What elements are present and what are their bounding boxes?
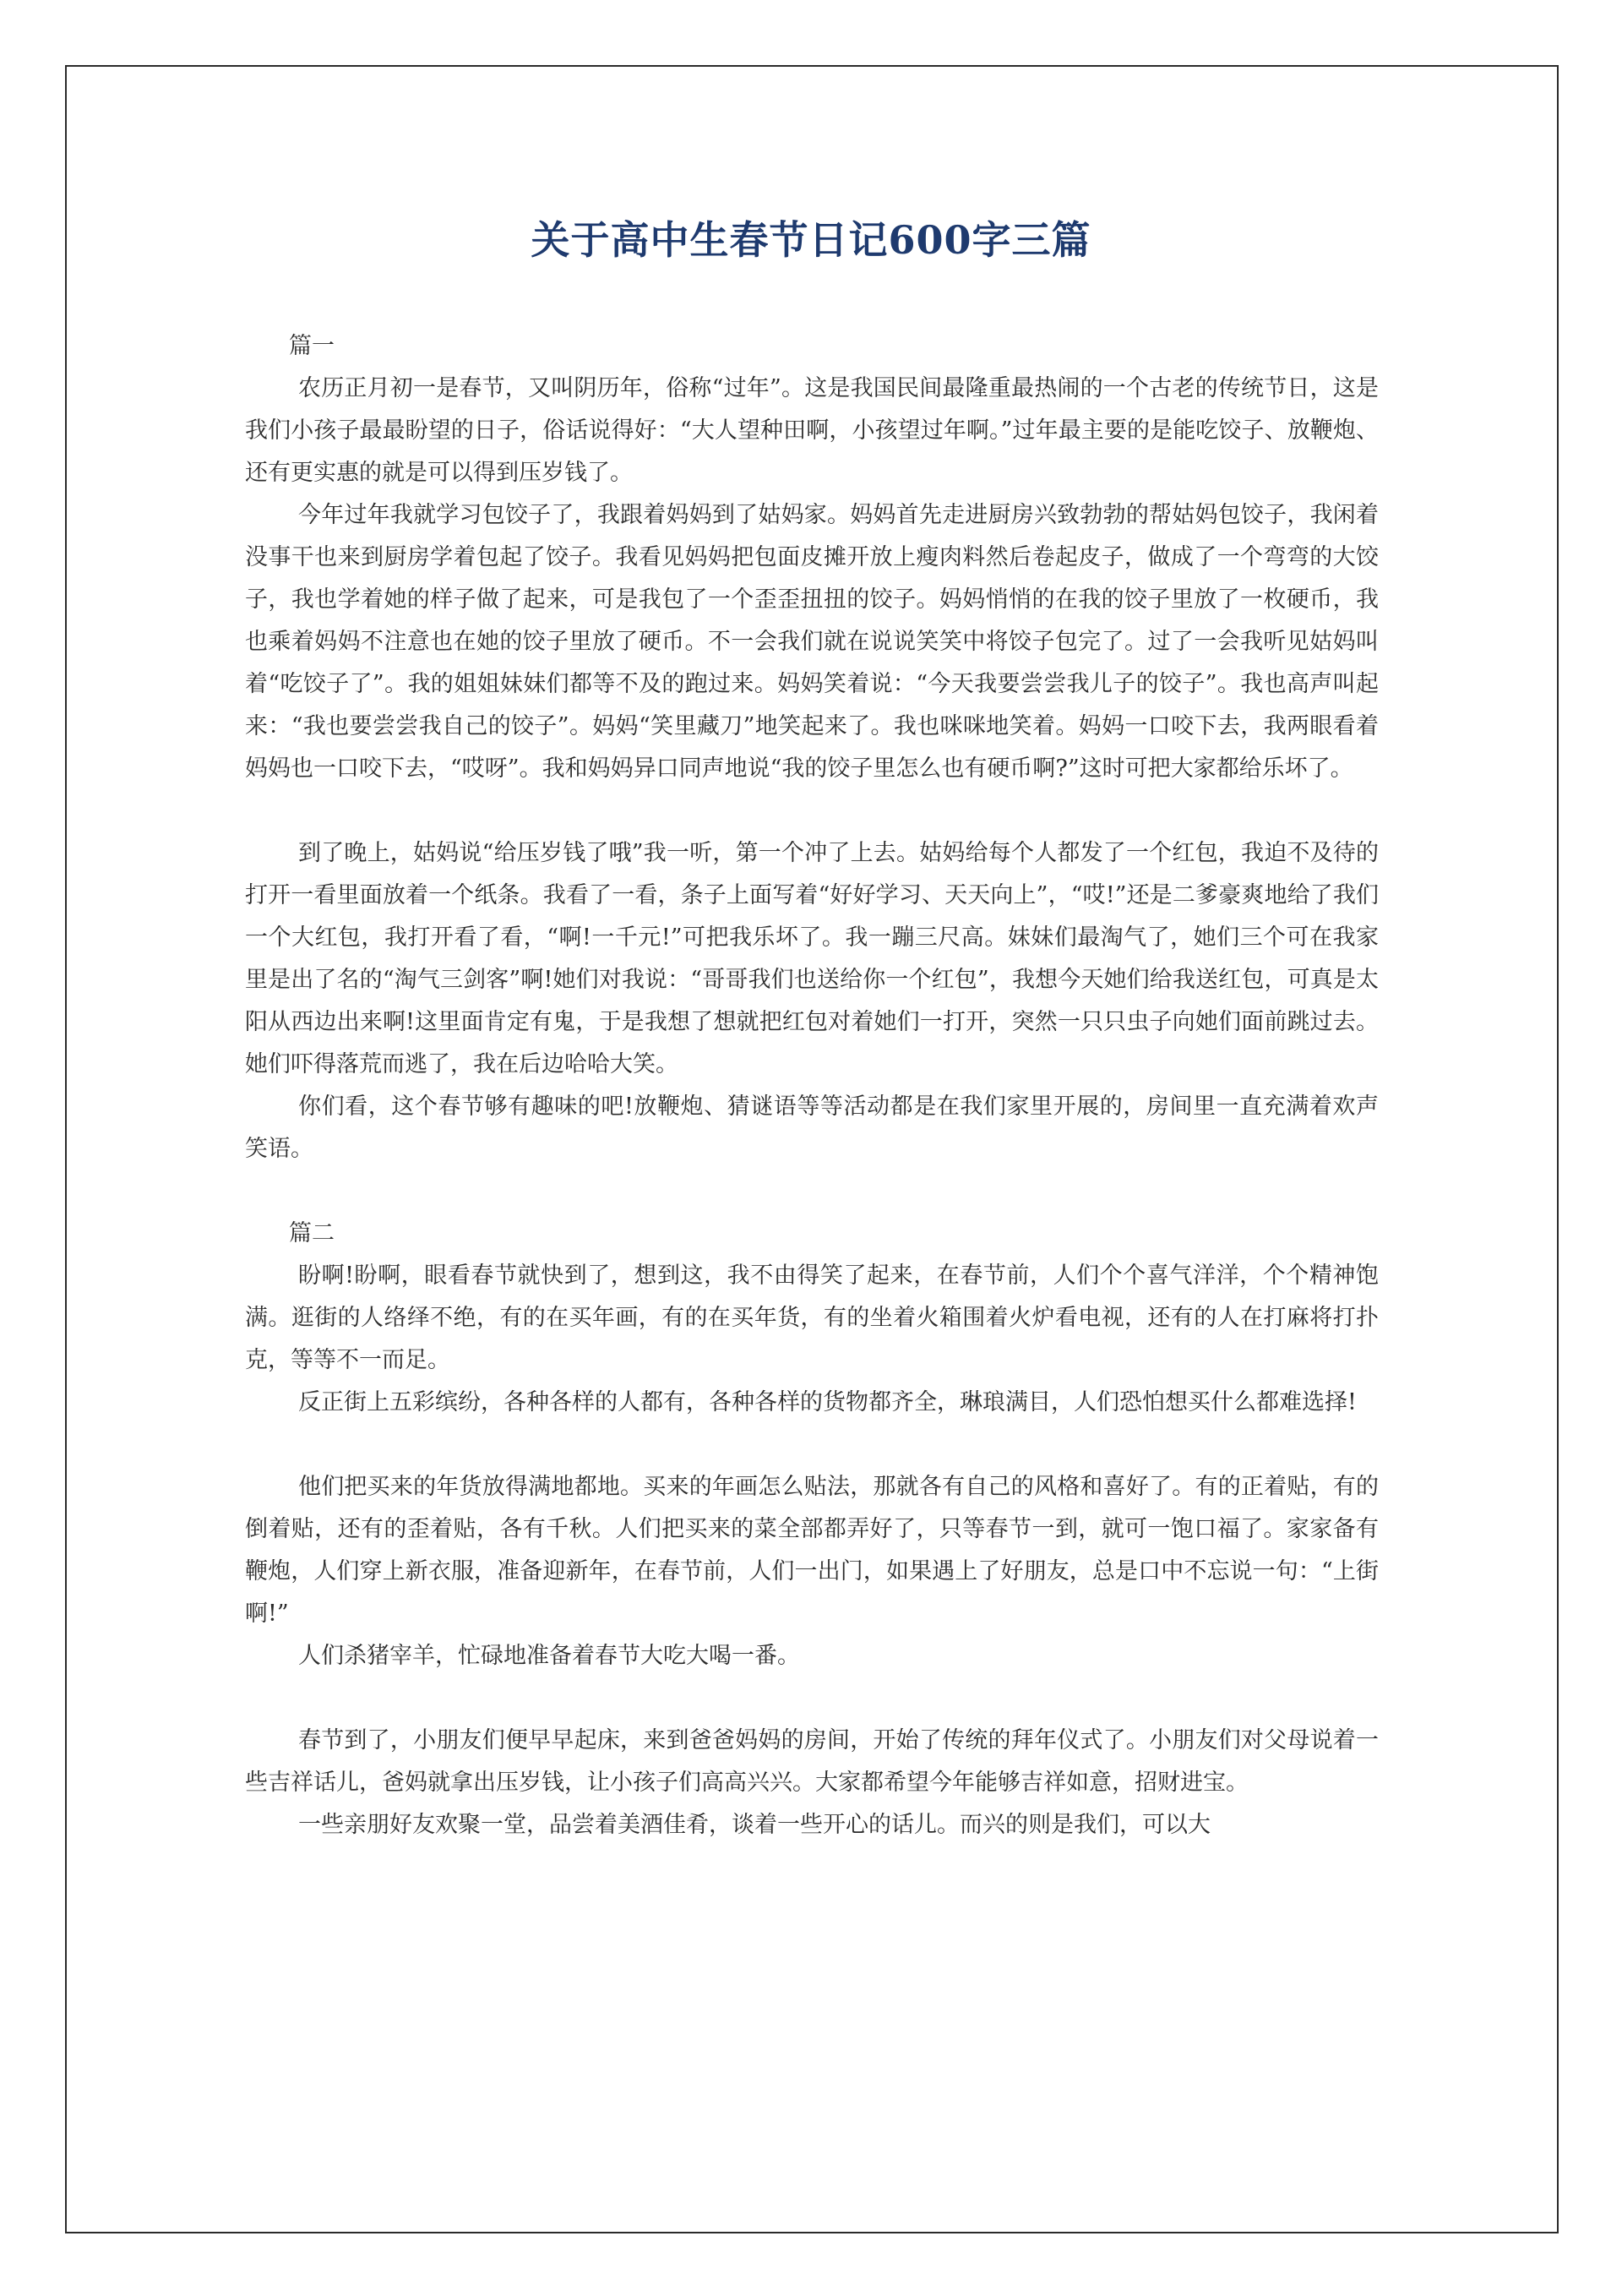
paragraph-gap (245, 1424, 1379, 1466)
paragraph: 盼啊!盼啊，眼看春节就快到了，想到这，我不由得笑了起来，在春节前，人们个个喜气洋洋，个个精神饱满。逛街的人络绎不绝，有的在买年画，有的在买年货，有的坐着火箱围着火炉看电视，还有的人在打麻将打扑克，等等不一而足。 (245, 1263, 1379, 1373)
paragraph: 春节到了，小朋友们便早早起床，来到爸爸妈妈的房间，开始了传统的拜年仪式了。小朋友们对父母说着一些吉祥话儿，爸妈就拿出压岁钱，让小孩子们高高兴兴。大家都希望今年能够吉祥如意，招财进宝。 (245, 1727, 1379, 1796)
paragraph-gap (245, 1170, 1379, 1213)
section-label: 篇二 (289, 1220, 335, 1246)
document-body (245, 325, 1379, 1846)
paragraph: 人们杀猪宰羊，忙碌地准备着春节大吃大喝一番。 (298, 1643, 800, 1669)
paragraph: 你们看，这个春节够有趣味的吧!放鞭炮、猜谜语等等活动都是在我们家里开展的，房间里一直充满着欢声笑语。 (245, 1093, 1379, 1162)
paragraph: 到了晚上，姑妈说“给压岁钱了哦”我一听，第一个冲了上去。姑妈给每个人都发了一个红包，我迫不及待的打开一看里面放着一个纸条。我看了一看，条子上面写着“好好学习、天天向上”，“哎!”还是二爹豪爽地给了我们一个大红包，我打开看了看，“啊!一千元!”可把我乐坏了。我一蹦三尺高。妹妹们最淘气了，她们三个可在我家里是出了名的“淘气三剑客”啊!她们对我说：“哥哥我们也送给你一个红包”，我想今天她们给我送红包，可真是太阳从西边出来啊!这里面肯定有鬼，于是我想了想就把红包对着她们一打开，突然一只只虫子向她们面前跳过去。她们吓得落荒而逃了，我在后边哈哈大笑。 (245, 840, 1379, 1077)
paragraph: 农历正月初一是春节，又叫阴历年，俗称“过年”。这是我国民间最隆重最热闹的一个古老的传统节日，这是我们小孩子最最盼望的日子，俗话说得好：“大人望种田啊，小孩望过年啊。”过年最主要的是能吃饺子、放鞭炮、还有更实惠的就是可以得到压岁钱了。 (245, 375, 1379, 486)
paragraph: 今年过年我就学习包饺子了，我跟着妈妈到了姑妈家。妈妈首先走进厨房兴致勃勃的帮姑妈包饺子，我闲着没事干也来到厨房学着包起了饺子。我看见妈妈把包面皮摊开放上瘦肉料然后卷起皮子，做成了一个弯弯的大饺子，我也学着她的样子做了起来，可是我包了一个歪歪扭扭的饺子。妈妈悄悄的在我的饺子里放了一枚硬币，我也乘着妈妈不注意也在她的饺子里放了硬币。不一会我们就在说说笑笑中将饺子包完了。过了一会我听见姑妈叫着“吃饺子了”。我的姐姐妹妹们都等不及的跑过来。妈妈笑着说：“今天我要尝尝我儿子的饺子”。我也高声叫起来：“我也要尝尝我自己的饺子”。妈妈“笑里藏刀”地笑起来了。我也咪咪地笑着。妈妈一口咬下去，我两眼看着妈妈也一口咬下去，“哎呀”。我和妈妈异口同声地说“我的饺子里怎么也有硬币啊?”这时可把大家都给乐坏了。 (245, 502, 1379, 782)
paragraph-gap (245, 790, 1379, 832)
section-1 (245, 325, 1379, 1213)
paragraph: 他们把买来的年货放得满地都地。买来的年画怎么贴法，那就各有自己的风格和喜好了。有的正着贴，有的倒着贴，还有的歪着贴，各有千秋。人们把买来的菜全部都弄好了，只等春节一到，就可一饱口福了。家家备有鞭炮，人们穿上新衣服，准备迎新年，在春节前，人们一出门，如果遇上了好朋友，总是口中不忘说一句：“上街啊!” (245, 1474, 1379, 1627)
section-label: 篇一 (289, 333, 335, 359)
section-2 (245, 1213, 1379, 1846)
paragraph: 反正街上五彩缤纷，各种各样的人都有，各种各样的货物都齐全，琳琅满目，人们恐怕想买什么都难选择! (298, 1389, 1357, 1415)
paragraph-gap (245, 1677, 1379, 1720)
paragraph: 一些亲朋好友欢聚一堂，品尝着美酒佳肴，谈着一些开心的话儿。而兴的则是我们，可以大 (298, 1812, 1211, 1838)
document-title: 关于高中生春节日记600字三篇 (531, 217, 1091, 263)
